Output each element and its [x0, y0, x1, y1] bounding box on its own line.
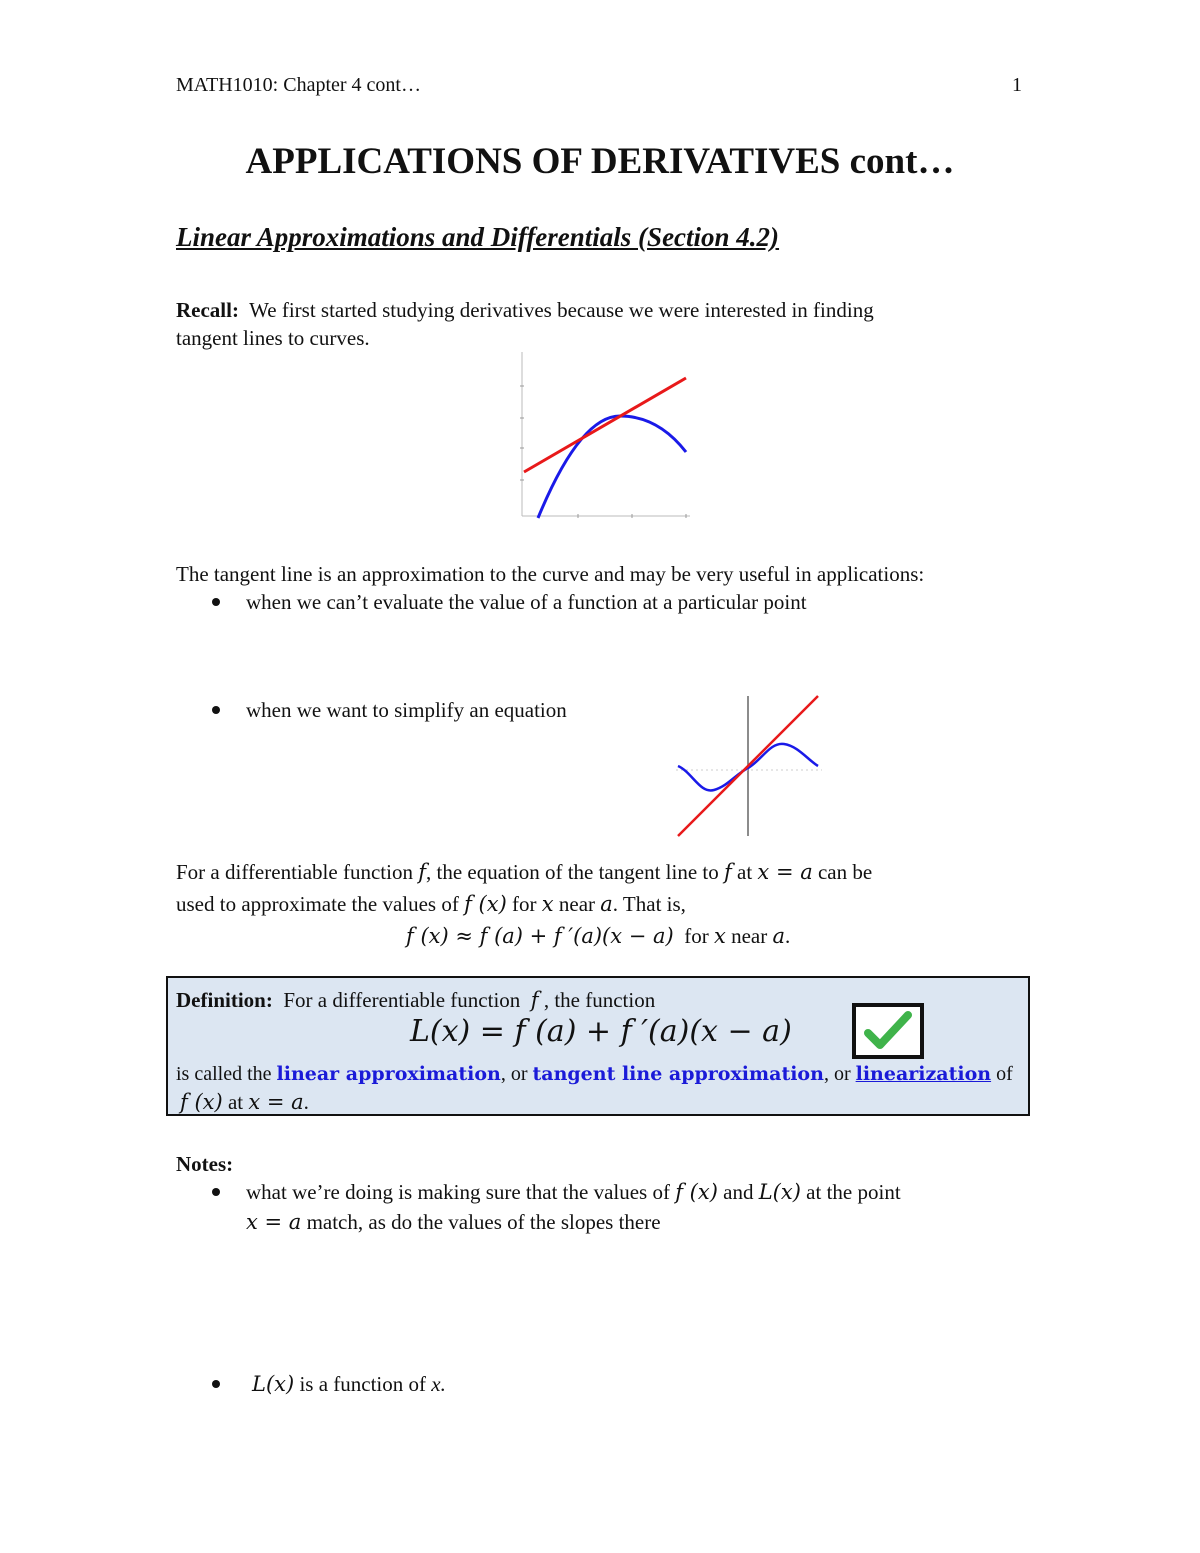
- math-x: x: [541, 892, 554, 916]
- approx-text: at: [731, 860, 758, 884]
- definition-line-4: [180, 1088, 1020, 1116]
- definition-text: , the function: [543, 988, 656, 1012]
- approx-text: near: [553, 892, 601, 916]
- math-a: a: [600, 892, 613, 916]
- math-fx: f (x): [675, 1180, 718, 1204]
- approx-formula-line: [406, 922, 886, 950]
- section-heading: Linear Approximations and Differentials (Section 4.2): [176, 222, 780, 252]
- checkbox: [852, 1003, 924, 1059]
- definition-label: Definition:: [176, 988, 273, 1012]
- approx-text: used to approximate the values of: [176, 892, 465, 916]
- math-f: f: [418, 860, 426, 884]
- tangent-intro: The tangent line is an approximation to the curve and may be very useful in applications:: [176, 562, 925, 586]
- notes-text: at the point: [806, 1180, 901, 1204]
- approx-text: near: [731, 924, 768, 948]
- approx-text: , the equation of the tangent line to: [425, 860, 724, 884]
- bullet-item-1: when we can’t evaluate the value of a function at a particular point: [246, 590, 807, 614]
- bullet-item-2: when we want to simplify an equation: [246, 698, 567, 722]
- math-x: x: [714, 924, 726, 948]
- math-fx: f (x): [464, 892, 507, 916]
- tangent-figure-2: [672, 694, 828, 840]
- term-tangent-line-approximation: tangent line approximation: [532, 1063, 824, 1085]
- definition-text: of: [996, 1063, 1013, 1085]
- notes-bullet-1-line-1: [246, 1178, 1026, 1206]
- definition-text: .: [303, 1090, 309, 1114]
- math-x: x.: [431, 1372, 446, 1396]
- math-x-eq-a: x = a: [757, 860, 813, 884]
- red-tangent-line: [524, 378, 686, 472]
- term-linearization: linearization: [855, 1063, 992, 1085]
- approx-line-2: [176, 890, 1016, 918]
- math-x-eq-a: x = a: [246, 1210, 302, 1234]
- math-x-eq-a: x = a: [248, 1090, 304, 1114]
- math-f: f: [723, 860, 732, 884]
- bullet-dot: [212, 1380, 220, 1388]
- notes-label: [176, 1150, 1016, 1178]
- definition-text: For a differentiable function: [283, 988, 521, 1012]
- definition-text: is called the: [176, 1063, 272, 1085]
- notes-heading: Notes:: [176, 1152, 234, 1176]
- approx-formula: f (x) ≈ f (a) + f ′(a)(x − a): [406, 924, 674, 948]
- approx-text: for: [506, 892, 542, 916]
- notes-bullet-2: [252, 1370, 446, 1398]
- tangent-figure-1: [508, 348, 694, 528]
- recall-label: Recall:: [176, 298, 239, 322]
- bullet-dot: [212, 706, 220, 714]
- blue-curve: [538, 416, 686, 518]
- math-lx: L(x): [758, 1180, 801, 1204]
- page-title: APPLICATIONS OF DERIVATIVES cont…: [245, 141, 955, 182]
- notes-text: is a function of: [299, 1372, 426, 1396]
- bullet-dot: [212, 598, 220, 606]
- term-linear-approximation: linear approximation: [276, 1063, 501, 1085]
- bullet-dot: [212, 1188, 220, 1196]
- check-icon: [856, 1007, 920, 1055]
- math-f: f: [530, 988, 539, 1012]
- approx-line-1: [176, 858, 1016, 886]
- approx-text: . That is,: [612, 892, 686, 916]
- notes-text: what we’re doing is making sure that the values of: [246, 1180, 670, 1204]
- recall-text-2: tangent lines to curves.: [176, 326, 370, 350]
- running-header: MATH1010: Chapter 4 cont…: [176, 74, 421, 96]
- definition-text: at: [227, 1090, 244, 1114]
- notes-text: and: [723, 1180, 754, 1204]
- math-lx: L(x): [252, 1372, 295, 1396]
- recall-paragraph: [176, 296, 1016, 352]
- recall-text-1: We first started studying derivatives because we were interested in finding: [249, 298, 874, 322]
- page-number: 1: [1012, 74, 1022, 96]
- notes-bullet-1-line-2: [246, 1208, 1026, 1236]
- math-fx: f (x): [180, 1090, 223, 1114]
- notes-text: match, as do the values of the slopes there: [306, 1210, 661, 1234]
- math-a: a: [772, 924, 786, 948]
- approx-text: for: [684, 924, 709, 948]
- definition-line-3: [176, 1060, 1016, 1088]
- approx-text: .: [785, 924, 791, 948]
- approx-text: For a differentiable function: [176, 860, 419, 884]
- axis-ticks: [520, 386, 686, 518]
- definition-formula: L(x) = f (a) + f ′(a)(x − a): [410, 1014, 792, 1049]
- definition-text: , or: [500, 1063, 528, 1085]
- definition-text: , or: [823, 1063, 851, 1085]
- approx-text: can be: [812, 860, 873, 884]
